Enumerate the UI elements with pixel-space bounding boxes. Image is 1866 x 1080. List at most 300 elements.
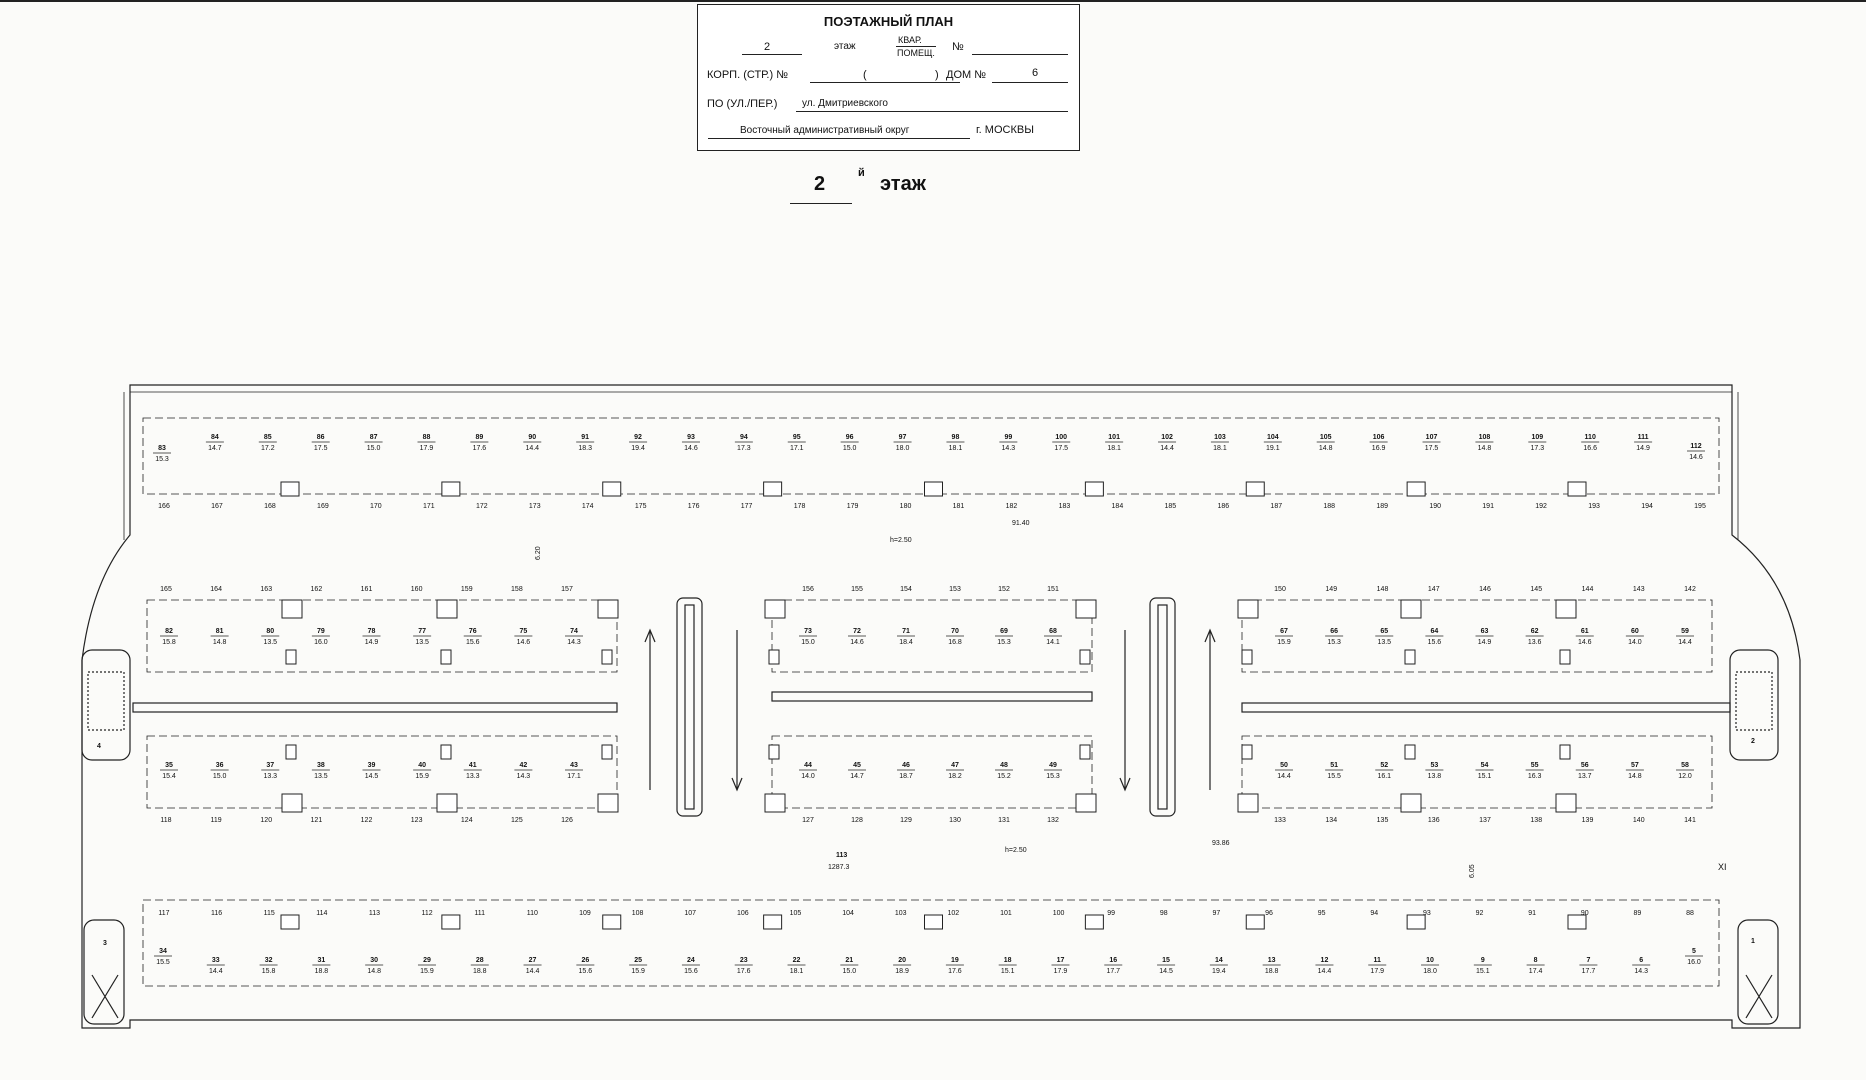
spot-100: 100 <box>1052 910 1065 917</box>
room-top-96-area: 15.0 <box>842 445 857 452</box>
spot-121: 121 <box>310 817 323 824</box>
room-top-102-area: 14.4 <box>1160 445 1174 452</box>
room-bottom-26-area: 15.6 <box>578 968 593 975</box>
spot-189: 189 <box>1376 503 1389 510</box>
room-bottom-31-area: 18.8 <box>314 968 329 975</box>
spot-158: 158 <box>511 586 523 593</box>
room-top-85-area: 17.2 <box>260 445 275 452</box>
room-upper-mid-79-number: 79 <box>316 628 325 635</box>
room-lower-mid-48-number: 48 <box>1000 762 1008 769</box>
room-bottom-6-area: 14.3 <box>1634 968 1649 975</box>
room-lower-mid-55-number: 55 <box>1530 762 1539 769</box>
spot-156: 156 <box>802 586 814 593</box>
spot-178: 178 <box>793 503 806 510</box>
spot-102: 102 <box>947 910 960 917</box>
room-bottom-11-area: 17.9 <box>1370 968 1385 975</box>
spot-91: 91 <box>1528 910 1537 917</box>
room-bottom-30-number: 30 <box>370 957 379 964</box>
spot-128: 128 <box>851 817 863 824</box>
spot-172: 172 <box>475 503 488 510</box>
spot-113: 113 <box>368 910 381 917</box>
room-lower-mid-35-number: 35 <box>165 762 173 769</box>
room-top-107-number: 107 <box>1425 434 1438 441</box>
room-upper-mid-66-area: 15.3 <box>1327 639 1341 646</box>
room-top-111-number: 111 <box>1637 434 1649 441</box>
room-top-84-area: 14.7 <box>208 445 222 452</box>
spot-157: 157 <box>561 586 573 593</box>
room-lower-mid-58-number: 58 <box>1681 762 1689 769</box>
room-bottom-5-number: 5 <box>1692 948 1696 955</box>
spot-144: 144 <box>1581 586 1594 593</box>
room-lower-mid-57-number: 57 <box>1630 762 1639 769</box>
spot-180: 180 <box>899 503 912 510</box>
room-upper-mid-74-area: 14.3 <box>567 639 581 646</box>
room-top-86-area: 17.5 <box>313 445 328 452</box>
stamp-street-label: ПО (УЛ./ПЕР.) <box>707 98 778 110</box>
spot-193: 193 <box>1588 503 1600 510</box>
room-upper-mid-78-area: 14.9 <box>364 639 379 646</box>
room-upper-mid-69-area: 15.3 <box>997 639 1011 646</box>
room-upper-mid-77-area: 13.5 <box>415 639 429 646</box>
stamp-dom-label: ДОМ № <box>946 69 987 81</box>
spot-154: 154 <box>900 586 912 593</box>
room-bottom-32-number: 32 <box>264 957 273 964</box>
room-lower-mid-47-number: 47 <box>951 762 959 769</box>
spot-123: 123 <box>410 817 423 824</box>
spot-176: 176 <box>687 503 700 510</box>
room-top-112-number: 112 <box>1690 443 1702 450</box>
stamp-kvar-label: КВАР. <box>898 35 922 45</box>
room-upper-mid-60-area: 14.0 <box>1628 639 1642 646</box>
room-top-85-number: 85 <box>263 434 272 441</box>
room-top-105-number: 105 <box>1319 434 1332 441</box>
room-upper-mid-62-number: 62 <box>1530 628 1539 635</box>
spot-167: 167 <box>211 503 223 510</box>
room-top-89-number: 89 <box>475 434 484 441</box>
room-top-99-number: 99 <box>1004 434 1013 441</box>
room-top-87-area: 15.0 <box>366 445 381 452</box>
room-top-83-number: 83 <box>158 445 166 452</box>
room-upper-mid-72-area: 14.6 <box>850 639 864 646</box>
stamp-title: ПОЭТАЖНЫЙ ПЛАН <box>823 14 954 29</box>
spot-169: 169 <box>317 503 329 510</box>
spot-114: 114 <box>316 910 328 917</box>
spot-192: 192 <box>1535 503 1547 510</box>
room-top-104-number: 104 <box>1266 434 1279 441</box>
room-top-110-area: 16.6 <box>1583 445 1598 452</box>
room-bottom-10-area: 18.0 <box>1423 968 1437 975</box>
room-upper-mid-59-area: 14.4 <box>1678 639 1692 646</box>
room-bottom-24-number: 24 <box>687 957 695 964</box>
room-lower-mid-49-number: 49 <box>1049 762 1057 769</box>
spot-181: 181 <box>952 503 965 510</box>
spot-89: 89 <box>1633 910 1642 917</box>
room-top-94-number: 94 <box>739 434 748 441</box>
spot-124: 124 <box>460 817 473 824</box>
room-lower-mid-55-area: 16.3 <box>1527 773 1542 780</box>
stair-1-label: 1 <box>1751 938 1755 945</box>
spot-149: 149 <box>1325 586 1338 593</box>
spot-185: 185 <box>1164 503 1177 510</box>
room-upper-mid-71-area: 18.4 <box>899 639 913 646</box>
spot-146: 146 <box>1479 586 1491 593</box>
spot-131: 131 <box>998 817 1010 824</box>
room-bottom-34-area: 15.5 <box>156 959 170 966</box>
room-lower-mid-38-number: 38 <box>316 762 325 769</box>
room-bottom-5-area: 16.0 <box>1687 959 1701 966</box>
room-upper-mid-80-area: 13.5 <box>263 639 278 646</box>
stamp-korp-label: КОРП. (СТР.) № <box>707 69 788 81</box>
room-lower-mid-58-area: 12.0 <box>1678 773 1692 780</box>
room-upper-mid-69-number: 69 <box>1000 628 1008 635</box>
room-top-105-area: 14.8 <box>1318 445 1333 452</box>
spot-175: 175 <box>634 503 647 510</box>
room-top-99-area: 14.3 <box>1001 445 1016 452</box>
room-top-100-number: 100 <box>1055 434 1068 441</box>
spot-188: 188 <box>1323 503 1336 510</box>
room-upper-mid-80-number: 80 <box>266 628 275 635</box>
spot-88: 88 <box>1686 910 1694 917</box>
spot-125: 125 <box>511 817 523 824</box>
room-upper-mid-59-number: 59 <box>1681 628 1689 635</box>
spot-97: 97 <box>1212 910 1221 917</box>
height-label-upper: h=2.50 <box>890 537 912 544</box>
room-upper-mid-81-area: 14.8 <box>212 639 227 646</box>
room-lower-mid-46-area: 18.7 <box>899 773 913 780</box>
room-top-110-number: 110 <box>1584 434 1596 441</box>
spot-105: 105 <box>789 910 802 917</box>
room-bottom-28-number: 28 <box>475 957 484 964</box>
room-bottom-19-number: 19 <box>950 957 959 964</box>
room-lower-mid-37-area: 13.3 <box>263 773 278 780</box>
room-upper-mid-71-number: 71 <box>902 628 910 635</box>
room-upper-mid-74-number: 74 <box>570 628 578 635</box>
room-upper-mid-65-number: 65 <box>1380 628 1389 635</box>
spot-190: 190 <box>1429 503 1442 510</box>
spot-109: 109 <box>579 910 591 917</box>
room-bottom-12-area: 14.4 <box>1317 968 1332 975</box>
spot-150: 150 <box>1274 586 1286 593</box>
room-top-101-area: 18.1 <box>1107 445 1121 452</box>
room-bottom-21-area: 15.0 <box>842 968 857 975</box>
spot-126: 126 <box>561 817 573 824</box>
room-bottom-20-area: 18.9 <box>895 968 909 975</box>
floor-heading-suffix: й <box>858 167 865 179</box>
room-bottom-20-number: 20 <box>898 957 907 964</box>
spot-112: 112 <box>421 910 433 917</box>
floor-heading-number: 2 <box>814 173 826 195</box>
room-top-91-number: 91 <box>581 434 590 441</box>
room-top-109-area: 17.3 <box>1530 445 1545 452</box>
room-top-94-area: 17.3 <box>737 445 751 452</box>
stamp-paren-open: ( <box>863 69 867 81</box>
room-upper-mid-70-number: 70 <box>951 628 959 635</box>
spot-132: 132 <box>1047 817 1059 824</box>
room-upper-mid-60-number: 60 <box>1630 628 1639 635</box>
stamp-floor-label: этаж <box>834 41 856 52</box>
room-upper-mid-72-number: 72 <box>853 628 861 635</box>
spot-182: 182 <box>1005 503 1018 510</box>
spot-173: 173 <box>528 503 541 510</box>
room-bottom-17-number: 17 <box>1056 957 1065 964</box>
room-upper-mid-68-area: 14.1 <box>1046 639 1060 646</box>
spot-143: 143 <box>1632 586 1645 593</box>
spot-115: 115 <box>263 910 275 917</box>
spot-111: 111 <box>474 910 486 917</box>
main-room-area: 1287.3 <box>828 864 850 871</box>
spot-107: 107 <box>684 910 697 917</box>
room-upper-mid-73-number: 73 <box>804 628 812 635</box>
spot-98: 98 <box>1159 910 1168 917</box>
room-lower-mid-56-number: 56 <box>1580 762 1589 769</box>
room-lower-mid-46-number: 46 <box>902 762 910 769</box>
spot-145: 145 <box>1530 586 1543 593</box>
room-top-97-number: 97 <box>898 434 907 441</box>
room-lower-mid-35-area: 15.4 <box>162 773 176 780</box>
dimension-lower: 93.86 <box>1212 840 1230 847</box>
room-top-87-number: 87 <box>369 434 378 441</box>
room-lower-mid-57-area: 14.8 <box>1628 773 1642 780</box>
stamp-floor-value: 2 <box>764 41 771 53</box>
room-lower-mid-40-number: 40 <box>418 762 427 769</box>
room-lower-mid-51-area: 15.5 <box>1327 773 1341 780</box>
room-upper-mid-70-area: 16.8 <box>948 639 962 646</box>
room-top-88-area: 17.9 <box>419 445 434 452</box>
room-lower-mid-52-area: 16.1 <box>1377 773 1392 780</box>
room-top-103-number: 103 <box>1214 434 1226 441</box>
room-bottom-29-area: 15.9 <box>420 968 434 975</box>
spot-106: 106 <box>736 910 749 917</box>
stamp-city: г. МОСКВЫ <box>976 124 1034 136</box>
stamp-street-value: ул. Дмитриевского <box>802 98 888 109</box>
room-top-92-area: 19.4 <box>631 445 645 452</box>
room-bottom-16-number: 16 <box>1109 957 1118 964</box>
spot-93: 93 <box>1422 910 1431 917</box>
spot-140: 140 <box>1632 817 1645 824</box>
room-upper-mid-82-number: 82 <box>165 628 173 635</box>
room-lower-mid-54-area: 15.1 <box>1477 773 1492 780</box>
room-bottom-14-number: 14 <box>1214 957 1223 964</box>
room-lower-mid-41-number: 41 <box>468 762 477 769</box>
spot-96: 96 <box>1265 910 1273 917</box>
room-upper-mid-81-number: 81 <box>215 628 224 635</box>
room-upper-mid-75-number: 75 <box>519 628 528 635</box>
spot-177: 177 <box>740 503 753 510</box>
dimension-upper: 91.40 <box>1012 520 1030 527</box>
spot-137: 137 <box>1479 817 1491 824</box>
room-bottom-10-number: 10 <box>1426 957 1434 964</box>
spot-179: 179 <box>846 503 859 510</box>
spot-95: 95 <box>1317 910 1326 917</box>
spot-163: 163 <box>260 586 273 593</box>
spot-108: 108 <box>631 910 644 917</box>
room-lower-mid-36-number: 36 <box>215 762 224 769</box>
room-lower-mid-37-number: 37 <box>266 762 275 769</box>
room-bottom-34-number: 34 <box>159 948 167 955</box>
spot-104: 104 <box>842 910 854 917</box>
spot-168: 168 <box>264 503 276 510</box>
room-lower-mid-40-area: 15.9 <box>415 773 429 780</box>
room-bottom-13-area: 18.8 <box>1264 968 1279 975</box>
spot-166: 166 <box>158 503 170 510</box>
spot-152: 152 <box>998 586 1010 593</box>
room-top-101-number: 101 <box>1108 434 1120 441</box>
room-bottom-33-area: 14.4 <box>208 968 223 975</box>
room-bottom-26-number: 26 <box>581 957 590 964</box>
spot-171: 171 <box>422 503 435 510</box>
room-top-88-number: 88 <box>422 434 431 441</box>
room-lower-mid-38-area: 13.5 <box>314 773 328 780</box>
room-bottom-15-number: 15 <box>1162 957 1170 964</box>
room-bottom-9-number: 9 <box>1480 957 1485 964</box>
spot-184: 184 <box>1111 503 1124 510</box>
room-bottom-32-area: 15.8 <box>261 968 276 975</box>
room-lower-mid-56-area: 13.7 <box>1577 773 1592 780</box>
dimension-right-vertical: 6.05 <box>1469 864 1476 878</box>
room-lower-mid-39-area: 14.5 <box>364 773 379 780</box>
room-lower-mid-48-area: 15.2 <box>997 773 1011 780</box>
spot-129: 129 <box>900 817 912 824</box>
room-lower-mid-36-area: 15.0 <box>212 773 227 780</box>
spot-94: 94 <box>1370 910 1379 917</box>
room-bottom-15-area: 14.5 <box>1159 968 1173 975</box>
room-bottom-16-area: 17.7 <box>1106 968 1121 975</box>
spot-183: 183 <box>1058 503 1071 510</box>
room-bottom-19-area: 17.6 <box>948 968 962 975</box>
room-lower-mid-43-area: 17.1 <box>567 773 581 780</box>
room-bottom-23-area: 17.6 <box>736 968 751 975</box>
stair-4-label: 4 <box>97 743 101 750</box>
spot-101: 101 <box>1000 910 1012 917</box>
spot-191: 191 <box>1482 503 1494 510</box>
room-bottom-21-number: 21 <box>845 957 854 964</box>
room-bottom-27-area: 14.4 <box>525 968 540 975</box>
spot-135: 135 <box>1376 817 1389 824</box>
room-top-98-area: 18.1 <box>948 445 963 452</box>
spot-110: 110 <box>526 910 538 917</box>
room-top-112-area: 14.6 <box>1689 454 1703 461</box>
room-lower-mid-54-number: 54 <box>1480 762 1489 769</box>
room-upper-mid-75-area: 14.6 <box>516 639 531 646</box>
room-upper-mid-79-area: 16.0 <box>314 639 328 646</box>
room-lower-mid-53-number: 53 <box>1430 762 1439 769</box>
room-bottom-27-number: 27 <box>528 957 537 964</box>
room-bottom-33-number: 33 <box>211 957 220 964</box>
spot-195: 195 <box>1694 503 1706 510</box>
spot-120: 120 <box>260 817 273 824</box>
room-upper-mid-61-number: 61 <box>1580 628 1589 635</box>
room-bottom-7-area: 17.7 <box>1581 968 1596 975</box>
room-bottom-8-area: 17.4 <box>1528 968 1543 975</box>
stamp-no-label: № <box>952 41 964 53</box>
room-top-108-number: 108 <box>1478 434 1491 441</box>
room-bottom-18-number: 18 <box>1003 957 1012 964</box>
room-upper-mid-63-number: 63 <box>1480 628 1489 635</box>
spot-165: 165 <box>160 586 172 593</box>
spot-90: 90 <box>1580 910 1589 917</box>
spot-133: 133 <box>1274 817 1286 824</box>
room-upper-mid-64-number: 64 <box>1430 628 1439 635</box>
room-top-86-number: 86 <box>316 434 325 441</box>
room-upper-mid-61-area: 14.6 <box>1577 639 1592 646</box>
room-lower-mid-44-area: 14.0 <box>801 773 815 780</box>
room-top-84-number: 84 <box>210 434 219 441</box>
room-bottom-25-number: 25 <box>634 957 643 964</box>
spot-136: 136 <box>1427 817 1440 824</box>
room-top-100-area: 17.5 <box>1054 445 1069 452</box>
stamp-paren-close: ) <box>935 69 939 81</box>
spot-153: 153 <box>949 586 961 593</box>
dimension-left-vertical: 6.20 <box>535 546 542 560</box>
room-top-95-number: 95 <box>792 434 801 441</box>
room-upper-mid-76-number: 76 <box>468 628 477 635</box>
spot-103: 103 <box>894 910 907 917</box>
room-lower-mid-45-area: 14.7 <box>850 773 864 780</box>
room-bottom-9-area: 15.1 <box>1476 968 1490 975</box>
spot-155: 155 <box>851 586 863 593</box>
room-upper-mid-67-number: 67 <box>1280 628 1288 635</box>
room-top-111-area: 14.9 <box>1636 445 1650 452</box>
room-bottom-7-number: 7 <box>1586 957 1591 964</box>
spot-127: 127 <box>802 817 814 824</box>
room-top-90-number: 90 <box>528 434 537 441</box>
spot-164: 164 <box>210 586 222 593</box>
room-lower-mid-50-number: 50 <box>1280 762 1288 769</box>
room-lower-mid-47-area: 18.2 <box>948 773 962 780</box>
spot-116: 116 <box>211 910 223 917</box>
room-upper-mid-82-area: 15.8 <box>162 639 176 646</box>
spot-130: 130 <box>949 817 961 824</box>
room-bottom-31-number: 31 <box>317 957 326 964</box>
room-top-83-area: 15.3 <box>155 456 169 463</box>
room-lower-mid-50-area: 14.4 <box>1277 773 1291 780</box>
room-top-108-area: 14.8 <box>1477 445 1492 452</box>
room-top-102-number: 102 <box>1161 434 1173 441</box>
spot-138: 138 <box>1530 817 1543 824</box>
room-top-104-area: 19.1 <box>1266 445 1280 452</box>
spot-134: 134 <box>1325 817 1338 824</box>
spot-147: 147 <box>1427 586 1440 593</box>
room-bottom-30-area: 14.8 <box>367 968 381 975</box>
room-upper-mid-68-number: 68 <box>1049 628 1057 635</box>
spot-151: 151 <box>1047 586 1059 593</box>
room-top-107-area: 17.5 <box>1424 445 1439 452</box>
room-upper-mid-62-area: 13.6 <box>1527 639 1542 646</box>
room-top-106-number: 106 <box>1372 434 1385 441</box>
room-bottom-23-number: 23 <box>739 957 748 964</box>
room-bottom-6-number: 6 <box>1639 957 1644 964</box>
room-lower-mid-52-number: 52 <box>1380 762 1389 769</box>
height-label-lower: h=2.50 <box>1005 847 1027 854</box>
room-top-95-area: 17.1 <box>789 445 804 452</box>
room-lower-mid-39-number: 39 <box>367 762 376 769</box>
room-bottom-24-area: 15.6 <box>684 968 698 975</box>
room-upper-mid-63-area: 14.9 <box>1477 639 1492 646</box>
room-top-89-area: 17.6 <box>472 445 487 452</box>
stamp-pomesch-label: ПОМЕЩ. <box>897 48 935 58</box>
room-bottom-8-number: 8 <box>1533 957 1538 964</box>
stamp-dom-value: 6 <box>1032 67 1039 79</box>
room-top-96-number: 96 <box>845 434 854 441</box>
room-bottom-14-area: 19.4 <box>1212 968 1226 975</box>
room-top-92-number: 92 <box>634 434 642 441</box>
room-top-93-number: 93 <box>687 434 695 441</box>
spot-148: 148 <box>1376 586 1389 593</box>
floor-heading-word: этаж <box>880 173 926 195</box>
spot-187: 187 <box>1270 503 1283 510</box>
spot-162: 162 <box>310 586 323 593</box>
room-lower-mid-42-area: 14.3 <box>516 773 531 780</box>
